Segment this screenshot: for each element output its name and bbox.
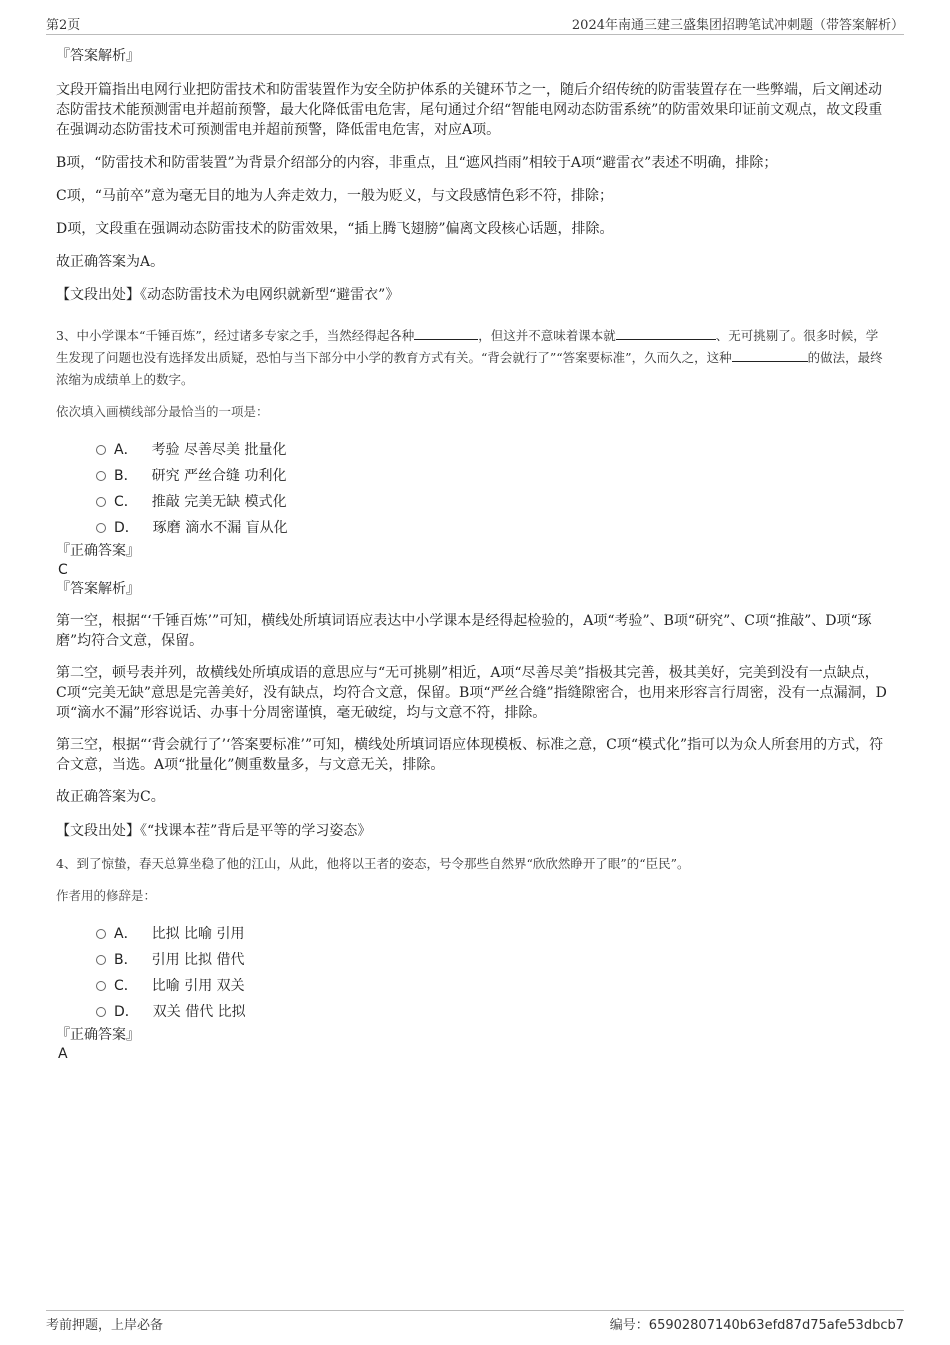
options-list — [96, 437, 888, 541]
source-citation: 【文段出处】《动态防雷技术为电网织就新型“避雷衣”》 — [56, 287, 400, 303]
document-title: 2024年南通三建三盛集团招聘笔试冲刺题（带答案解析） — [571, 18, 904, 33]
radio-icon[interactable] — [96, 955, 106, 965]
analysis-paragraph: D项，文段重在强调动态防雷技术的防雷效果，“插上腾飞翅膀”偏离文段核心话题，排除。 — [56, 221, 614, 237]
question-3-text: 3、中小学课本“千锤百炼”，经过诸多专家之手，当然经得起各种 ，但这并不意味着课本就 、无可挑剔了。很多时候，学生发现了问题也没有选择发出质疑，恐怕与当下部分中小学的教育方式有关。“背会就行了”“答案要标准”，久而久之，这种 的做法，最终浓缩为成绩单上的数字。 — [56, 328, 883, 387]
fill-blank — [414, 327, 478, 340]
question-prompt: 依次填入画横线部分最恰当的一项是： — [56, 404, 269, 419]
radio-icon[interactable] — [96, 981, 106, 991]
analysis-label: 『答案解析』 — [56, 48, 140, 64]
document-code: 编号：65902807140b63efd87d75afe53dbcb7 — [609, 1318, 904, 1333]
radio-icon[interactable] — [96, 1007, 106, 1017]
correct-answer: C — [58, 562, 68, 578]
radio-icon[interactable] — [96, 471, 106, 481]
option-b[interactable]: B． 研究 严丝合缝 功利化 — [96, 463, 888, 489]
option-d[interactable]: D． 双关 借代 比拟 — [96, 999, 888, 1025]
analysis-paragraph: B项，“防雷技术和防雷装置”为背景介绍部分的内容，非重点，且“遮风挡雨”相较于A项“避雷衣”表述不明确，排除； — [56, 155, 778, 171]
page-footer — [46, 1310, 904, 1333]
analysis-paragraph: C项，“马前卒”意为毫无目的地为人奔走效力，一般为贬义，与文段感情色彩不符，排除； — [56, 188, 614, 204]
option-c[interactable]: C． 比喻 引用 双关 — [96, 973, 888, 999]
radio-icon[interactable] — [96, 523, 106, 533]
option-a[interactable]: A． 比拟 比喻 引用 — [96, 921, 888, 947]
analysis-label: 『答案解析』 — [56, 581, 140, 597]
radio-icon[interactable] — [96, 929, 106, 939]
analysis-paragraph: 第一空，根据“‘千锤百炼’”可知，横线处所填词语应表达中小学课本是经得起检验的，A项“考验”、B项“研究”、C项“推敲”、D项“琢磨”均符合文意，保留。 — [56, 613, 872, 649]
footer-slogan: 考前押题，上岸必备 — [46, 1318, 164, 1333]
fill-blank — [732, 349, 808, 362]
page-header — [46, 14, 904, 35]
question-prompt: 作者用的修辞是： — [56, 888, 157, 903]
radio-icon[interactable] — [96, 497, 106, 507]
fill-blank — [616, 327, 716, 340]
question-4-text: 4、到了惊蛰，春天总算坐稳了他的江山，从此，他将以王者的姿态，号令那些自然界“欣欣然睁开了眼”的“臣民”。 — [56, 856, 690, 871]
correct-answer: A — [58, 1046, 68, 1062]
option-a[interactable]: A． 考验 尽善尽美 批量化 — [96, 437, 888, 463]
analysis-paragraph: 第二空，顿号表并列，故横线处所填成语的意思应与“无可挑剔”相近，A项“尽善尽美”指极其完善，极其美好，完美到没有一点缺点，C项“完美无缺”意思是完善美好，没有缺点，均符合文意，保留。B项“严丝合缝”指缝隙密合，也用来形容言行周密，没有一点漏洞，D项“滴水不漏”形容说话、办事十分周密谨慎，毫无破绽，均与文意不符，排除。 — [56, 665, 887, 721]
option-b[interactable]: B． 引用 比拟 借代 — [96, 947, 888, 973]
correct-answer-label: 『正确答案』 — [56, 543, 140, 559]
analysis-paragraph: 第三空，根据“‘背会就行了’‘答案要标准’”可知，横线处所填词语应体现模板、标准之意，C项“模式化”指可以为众人所套用的方式，符合文意，当选。A项“批量化”侧重数量多，与文意无关，排除。 — [56, 737, 884, 773]
radio-icon[interactable] — [96, 445, 106, 455]
page-number: 第2页 — [46, 18, 81, 33]
options-list — [96, 921, 888, 1025]
correct-answer-label: 『正确答案』 — [56, 1027, 140, 1043]
answer-conclusion: 故正确答案为C。 — [56, 789, 165, 805]
source-citation: 【文段出处】《“找课本茬”背后是平等的学习姿态》 — [56, 823, 372, 839]
page-content — [56, 46, 888, 1063]
option-d[interactable]: D． 琢磨 滴水不漏 盲从化 — [96, 515, 888, 541]
option-c[interactable]: C． 推敲 完美无缺 模式化 — [96, 489, 888, 515]
answer-conclusion: 故正确答案为A。 — [56, 254, 165, 270]
analysis-paragraph: 文段开篇指出电网行业把防雷技术和防雷装置作为安全防护体系的关键环节之一，随后介绍传统的防雷装置存在一些弊端，后文阐述动态防雷技术能预测雷电并超前预警，最大化降低雷电危害，尾句通过介绍“智能电网动态防雷系统”的防雷效果印证前文观点，故文段重在强调动态防雷技术可预测雷电并超前预警，降低雷电危害，对应A项。 — [56, 82, 883, 138]
